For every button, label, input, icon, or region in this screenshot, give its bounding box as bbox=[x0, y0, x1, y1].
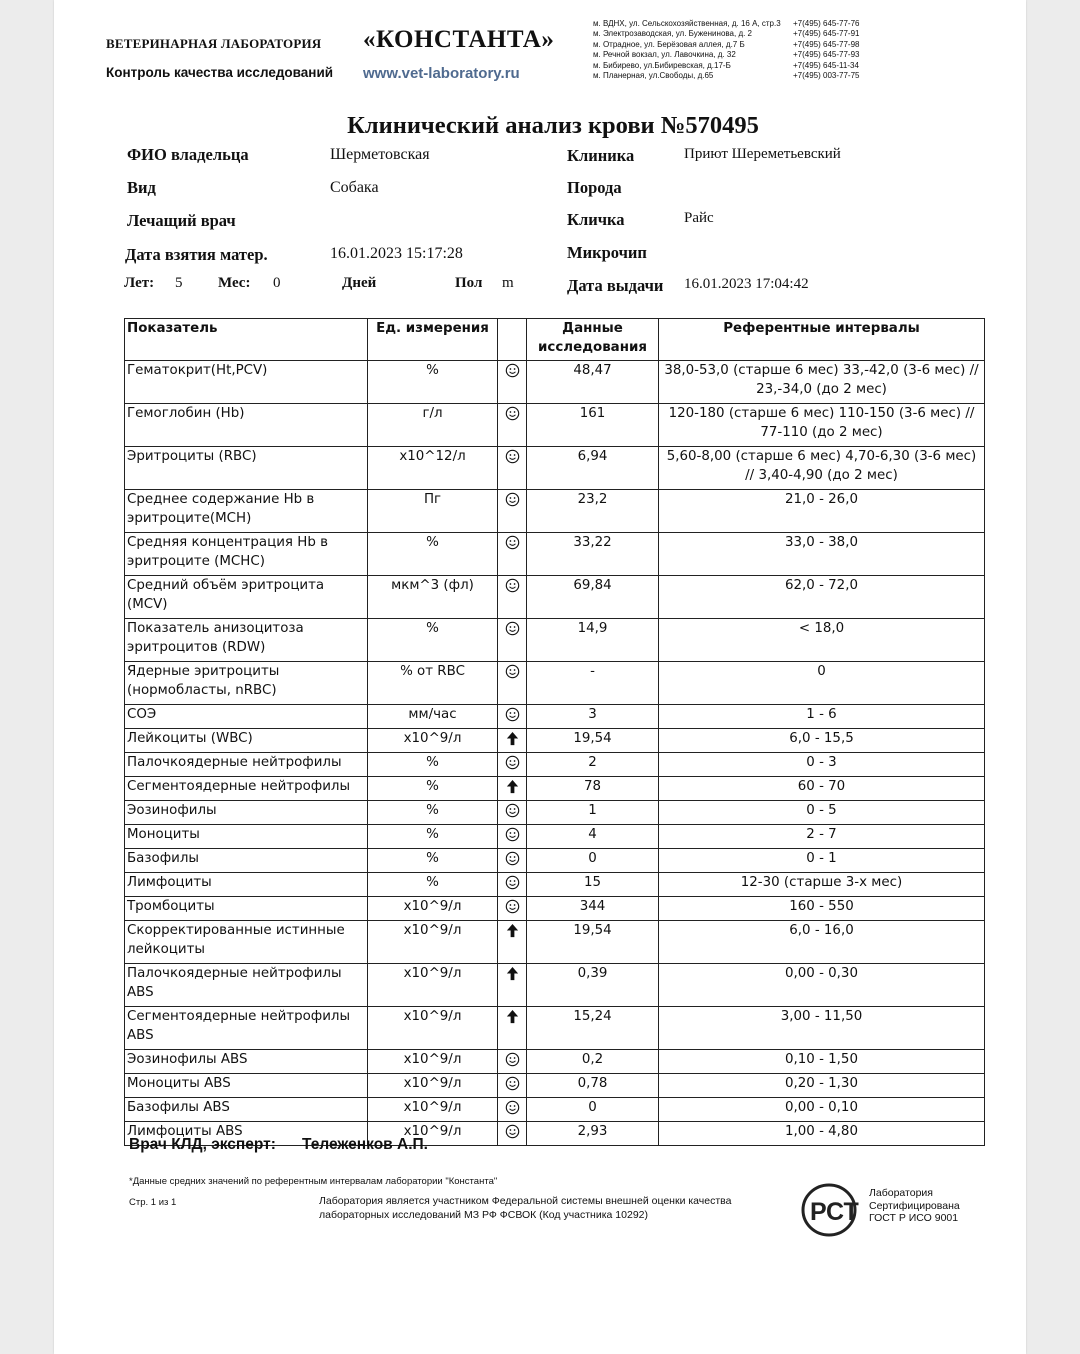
unit-cell: % от RBC bbox=[368, 662, 498, 705]
reference-cell: 120-180 (старше 6 мес) 110-150 (3-6 мес) // 77-110 (до 2 мес) bbox=[659, 404, 985, 447]
table-row bbox=[125, 964, 985, 1007]
flag-cell bbox=[498, 361, 527, 404]
unit-cell: мкм^3 (фл) bbox=[368, 576, 498, 619]
address-text: м. Отрадное, ул. Берёзовая аллея, д.7 Б bbox=[593, 39, 745, 49]
microchip-label: Микрочип bbox=[567, 243, 647, 262]
reference-cell: 0 - 1 bbox=[659, 849, 985, 873]
flag-cell bbox=[498, 1098, 527, 1122]
col-header-result: Данные исследования bbox=[527, 319, 659, 361]
address-row bbox=[593, 19, 873, 29]
result-cell: 14,9 bbox=[527, 619, 659, 662]
smiley-icon bbox=[505, 621, 520, 636]
footnote: *Данные средних значений по референтным интервалам лаборатории "Константа" bbox=[129, 1176, 498, 1187]
address-text: м. Планерная, ул.Свободы, д.65 bbox=[593, 71, 714, 81]
address-row bbox=[593, 61, 873, 71]
table-row bbox=[125, 404, 985, 447]
table-row bbox=[125, 1074, 985, 1098]
result-cell: 0,78 bbox=[527, 1074, 659, 1098]
result-cell: - bbox=[527, 662, 659, 705]
reference-cell: 0,00 - 0,10 bbox=[659, 1098, 985, 1122]
smiley-icon bbox=[505, 875, 520, 890]
unit-cell: x10^9/л bbox=[368, 1098, 498, 1122]
col-header-flag bbox=[498, 319, 527, 361]
reference-cell: 0,00 - 0,30 bbox=[659, 964, 985, 1007]
flag-cell bbox=[498, 849, 527, 873]
table-row bbox=[125, 921, 985, 964]
clinic-label: Клиника bbox=[567, 146, 635, 165]
species-label: Вид bbox=[127, 178, 156, 197]
result-cell: 0 bbox=[527, 849, 659, 873]
pet-name-label: Кличка bbox=[567, 210, 625, 229]
reference-cell: 5,60-8,00 (старше 6 мес) 4,70-6,30 (3-6 мес) // 3,40-4,90 (до 2 мес) bbox=[659, 447, 985, 490]
flag-cell bbox=[498, 490, 527, 533]
unit-cell: % bbox=[368, 753, 498, 777]
indicator-cell: Среднее содержание Hb в эритроците(MCH) bbox=[125, 490, 368, 533]
lab-name: ВЕТЕРИНАРНАЯ ЛАБОРАТОРИЯ bbox=[106, 36, 322, 51]
address-row bbox=[593, 50, 873, 60]
flag-cell bbox=[498, 533, 527, 576]
reference-cell: 0 bbox=[659, 662, 985, 705]
table-row bbox=[125, 801, 985, 825]
col-header-indicator: Показатель bbox=[125, 319, 368, 361]
unit-cell: % bbox=[368, 825, 498, 849]
result-cell: 4 bbox=[527, 825, 659, 849]
table-row bbox=[125, 873, 985, 897]
indicator-cell: Палочкоядерные нейтрофилы bbox=[125, 753, 368, 777]
reference-cell: 0 - 5 bbox=[659, 801, 985, 825]
result-cell: 15,24 bbox=[527, 1007, 659, 1050]
flag-cell bbox=[498, 662, 527, 705]
issue-date-label: Дата выдачи bbox=[567, 276, 664, 295]
unit-cell: x10^9/л bbox=[368, 964, 498, 1007]
reference-cell: 60 - 70 bbox=[659, 777, 985, 801]
col-header-reference: Референтные интервалы bbox=[659, 319, 985, 361]
certification-text bbox=[869, 1187, 960, 1225]
result-cell: 6,94 bbox=[527, 447, 659, 490]
result-cell: 0 bbox=[527, 1098, 659, 1122]
cert-line-3: ГОСТ Р ИСО 9001 bbox=[869, 1212, 959, 1224]
result-cell: 0,2 bbox=[527, 1050, 659, 1074]
age-months-value: 0 bbox=[273, 275, 281, 291]
table-row bbox=[125, 490, 985, 533]
arrow-up-icon bbox=[505, 731, 520, 746]
flag-cell bbox=[498, 825, 527, 849]
sex-value: m bbox=[502, 275, 514, 291]
indicator-cell: Базофилы ABS bbox=[125, 1098, 368, 1122]
address-phone: +7(495) 003-77-75 bbox=[793, 71, 860, 81]
address-phone: +7(495) 645-11-34 bbox=[793, 60, 859, 70]
result-cell: 161 bbox=[527, 404, 659, 447]
address-text: м. Бибирево, ул.Бибиревская, д.17-Б bbox=[593, 60, 731, 70]
lab-brand: «КОНСТАНТА» bbox=[363, 26, 555, 53]
flag-cell bbox=[498, 1007, 527, 1050]
unit-cell: % bbox=[368, 619, 498, 662]
indicator-cell: Лимфоциты bbox=[125, 873, 368, 897]
reference-cell: 1,00 - 4,80 bbox=[659, 1122, 985, 1146]
smiley-icon bbox=[505, 1052, 520, 1067]
unit-cell: мм/час bbox=[368, 705, 498, 729]
address-row bbox=[593, 71, 873, 81]
table-row bbox=[125, 1050, 985, 1074]
indicator-cell: Сегментоядерные нейтрофилы bbox=[125, 777, 368, 801]
reference-cell: 0 - 3 bbox=[659, 753, 985, 777]
doctor-label: Лечащий врач bbox=[127, 211, 236, 230]
address-phone: +7(495) 645-77-98 bbox=[793, 39, 860, 49]
flag-cell bbox=[498, 753, 527, 777]
results-table bbox=[124, 318, 985, 1146]
unit-cell: x10^12/л bbox=[368, 447, 498, 490]
flag-cell bbox=[498, 777, 527, 801]
result-cell: 23,2 bbox=[527, 490, 659, 533]
smiley-icon bbox=[505, 406, 520, 421]
table-row bbox=[125, 1098, 985, 1122]
cert-line-1: Лаборатория bbox=[869, 1187, 933, 1199]
indicator-cell: Показатель анизоцитоза эритроцитов (RDW) bbox=[125, 619, 368, 662]
expert-name: Тележенков А.П. bbox=[302, 1136, 428, 1153]
table-row bbox=[125, 533, 985, 576]
indicator-cell: Средняя концентрация Hb в эритроците (MCHC) bbox=[125, 533, 368, 576]
table-row bbox=[125, 662, 985, 705]
address-text: м. Электрозаводская, ул. Буженинова, д. 2 bbox=[593, 29, 753, 39]
smiley-icon bbox=[505, 449, 520, 464]
table-row bbox=[125, 576, 985, 619]
table-row bbox=[125, 729, 985, 753]
age-months-label: Мес: bbox=[218, 275, 251, 291]
indicator-cell: СОЭ bbox=[125, 705, 368, 729]
flag-cell bbox=[498, 729, 527, 753]
indicator-cell: Базофилы bbox=[125, 849, 368, 873]
result-cell: 78 bbox=[527, 777, 659, 801]
indicator-cell: Скорректированные истинные лейкоциты bbox=[125, 921, 368, 964]
address-text: м. ВДНХ, ул. Сельскохозяйственная, д. 16 А, стр.3 bbox=[593, 19, 781, 28]
flag-cell bbox=[498, 1122, 527, 1146]
reference-cell: < 18,0 bbox=[659, 619, 985, 662]
indicator-cell: Ядерные эритроциты (нормобласты, nRBC) bbox=[125, 662, 368, 705]
table-row bbox=[125, 447, 985, 490]
indicator-cell: Эозинофилы ABS bbox=[125, 1050, 368, 1074]
indicator-cell: Гемоглобин (Hb) bbox=[125, 404, 368, 447]
age-years-value: 5 bbox=[175, 275, 183, 291]
breed-label: Порода bbox=[567, 178, 622, 197]
unit-cell: x10^9/л bbox=[368, 729, 498, 753]
unit-cell: x10^9/л bbox=[368, 1007, 498, 1050]
age-years-label: Лет: bbox=[124, 275, 155, 291]
indicator-cell: Лимфоциты ABS bbox=[125, 1122, 368, 1146]
address-row bbox=[593, 40, 873, 50]
owner-label: ФИО владельца bbox=[127, 145, 249, 164]
flag-cell bbox=[498, 705, 527, 729]
arrow-up-icon bbox=[505, 923, 520, 938]
reference-cell: 2 - 7 bbox=[659, 825, 985, 849]
table-row bbox=[125, 361, 985, 404]
result-cell: 3 bbox=[527, 705, 659, 729]
reference-cell: 21,0 - 26,0 bbox=[659, 490, 985, 533]
lab-subtitle: Контроль качества исследований bbox=[106, 65, 334, 80]
indicator-cell: Моноциты ABS bbox=[125, 1074, 368, 1098]
result-cell: 48,47 bbox=[527, 361, 659, 404]
unit-cell: x10^9/л bbox=[368, 897, 498, 921]
expert-label: Врач КЛД, эксперт: bbox=[129, 1136, 276, 1153]
reference-cell: 62,0 - 72,0 bbox=[659, 576, 985, 619]
age-days-label: Дней bbox=[342, 275, 377, 291]
cert-line-2: Сертифицирована bbox=[869, 1199, 960, 1212]
flag-cell bbox=[498, 897, 527, 921]
smiley-icon bbox=[505, 363, 520, 378]
certification-logo-text: РСТ bbox=[810, 1198, 859, 1226]
address-list bbox=[593, 19, 873, 81]
unit-cell: x10^9/л bbox=[368, 921, 498, 964]
smiley-icon bbox=[505, 578, 520, 593]
flag-cell bbox=[498, 921, 527, 964]
reference-cell: 3,00 - 11,50 bbox=[659, 1007, 985, 1050]
pet-name-value: Райс bbox=[684, 210, 714, 226]
result-cell: 15 bbox=[527, 873, 659, 897]
unit-cell: x10^9/л bbox=[368, 1122, 498, 1146]
flag-cell bbox=[498, 1074, 527, 1098]
address-phone: +7(495) 645-77-91 bbox=[793, 29, 860, 39]
address-phone: +7(495) 645-77-93 bbox=[793, 50, 860, 60]
result-cell: 2 bbox=[527, 753, 659, 777]
reference-cell: 38,0-53,0 (старше 6 мес) 33,-42,0 (3-6 мес) // 23,-34,0 (до 2 мес) bbox=[659, 361, 985, 404]
indicator-cell: Гематокрит(Ht,PCV) bbox=[125, 361, 368, 404]
smiley-icon bbox=[505, 492, 520, 507]
smiley-icon bbox=[505, 535, 520, 550]
smiley-icon bbox=[505, 803, 520, 818]
flag-cell bbox=[498, 447, 527, 490]
sex-label: Пол bbox=[455, 275, 483, 291]
result-cell: 19,54 bbox=[527, 921, 659, 964]
arrow-up-icon bbox=[505, 779, 520, 794]
indicator-cell: Тромбоциты bbox=[125, 897, 368, 921]
address-phone: +7(495) 645-77-76 bbox=[793, 19, 860, 28]
flag-cell bbox=[498, 801, 527, 825]
result-cell: 0,39 bbox=[527, 964, 659, 1007]
smiley-icon bbox=[505, 1100, 520, 1115]
arrow-up-icon bbox=[505, 1009, 520, 1024]
unit-cell: % bbox=[368, 849, 498, 873]
smiley-icon bbox=[505, 827, 520, 842]
result-cell: 19,54 bbox=[527, 729, 659, 753]
indicator-cell: Моноциты bbox=[125, 825, 368, 849]
page-number: Стр. 1 из 1 bbox=[129, 1197, 177, 1208]
address-row bbox=[593, 29, 873, 39]
reference-cell: 33,0 - 38,0 bbox=[659, 533, 985, 576]
flag-cell bbox=[498, 576, 527, 619]
flag-cell bbox=[498, 619, 527, 662]
issue-date-value: 16.01.2023 17:04:42 bbox=[684, 276, 809, 292]
address-text: м. Речной вокзал, ул. Лавочкина, д. 32 bbox=[593, 50, 736, 60]
flag-cell bbox=[498, 404, 527, 447]
reference-cell: 0,10 - 1,50 bbox=[659, 1050, 985, 1074]
unit-cell: % bbox=[368, 533, 498, 576]
reference-cell: 1 - 6 bbox=[659, 705, 985, 729]
reference-cell: 160 - 550 bbox=[659, 897, 985, 921]
result-cell: 1 bbox=[527, 801, 659, 825]
flag-cell bbox=[498, 1050, 527, 1074]
indicator-cell: Средний объём эритроцита (MCV) bbox=[125, 576, 368, 619]
result-cell: 344 bbox=[527, 897, 659, 921]
indicator-cell: Эритроциты (RBC) bbox=[125, 447, 368, 490]
unit-cell: % bbox=[368, 361, 498, 404]
lab-website-link[interactable]: www.vet-laboratory.ru bbox=[363, 65, 520, 82]
clinic-value: Приют Шереметьевский bbox=[684, 146, 841, 162]
smiley-icon bbox=[505, 707, 520, 722]
table-row bbox=[125, 825, 985, 849]
flag-cell bbox=[498, 873, 527, 897]
smiley-icon bbox=[505, 1076, 520, 1091]
certification-logo-icon bbox=[800, 1182, 866, 1238]
table-row bbox=[125, 897, 985, 921]
result-cell: 2,93 bbox=[527, 1122, 659, 1146]
indicator-cell: Эозинофилы bbox=[125, 801, 368, 825]
unit-cell: г/л bbox=[368, 404, 498, 447]
unit-cell: x10^9/л bbox=[368, 1074, 498, 1098]
indicator-cell: Палочкоядерные нейтрофилы ABS bbox=[125, 964, 368, 1007]
reference-cell: 6,0 - 16,0 bbox=[659, 921, 985, 964]
smiley-icon bbox=[505, 851, 520, 866]
reference-cell: 0,20 - 1,30 bbox=[659, 1074, 985, 1098]
flag-cell bbox=[498, 964, 527, 1007]
smiley-icon bbox=[505, 664, 520, 679]
table-row bbox=[125, 619, 985, 662]
result-cell: 33,22 bbox=[527, 533, 659, 576]
smiley-icon bbox=[505, 899, 520, 914]
table-row bbox=[125, 1007, 985, 1050]
indicator-cell: Сегментоядерные нейтрофилы ABS bbox=[125, 1007, 368, 1050]
species-value: Собака bbox=[330, 179, 379, 196]
reference-cell: 12-30 (старше 3-х мес) bbox=[659, 873, 985, 897]
table-row bbox=[125, 753, 985, 777]
smiley-icon bbox=[505, 1124, 520, 1139]
arrow-up-icon bbox=[505, 966, 520, 981]
unit-cell: x10^9/л bbox=[368, 1050, 498, 1074]
unit-cell: % bbox=[368, 801, 498, 825]
unit-cell: % bbox=[368, 777, 498, 801]
unit-cell: % bbox=[368, 873, 498, 897]
reference-cell: 6,0 - 15,5 bbox=[659, 729, 985, 753]
table-row bbox=[125, 849, 985, 873]
table-row bbox=[125, 777, 985, 801]
page-title: Клинический анализ крови №570495 bbox=[347, 112, 759, 139]
sample-date-value: 16.01.2023 15:17:28 bbox=[330, 245, 463, 262]
participation-note: Лаборатория является участником Федеральной системы внешней оценки качества лабораторных исследований МЗ РФ ФСВОК (Код участника 10292) bbox=[319, 1195, 732, 1221]
table-row bbox=[125, 705, 985, 729]
col-header-unit: Ед. измерения bbox=[368, 319, 498, 361]
smiley-icon bbox=[505, 755, 520, 770]
owner-value: Шерметовская bbox=[330, 146, 430, 163]
result-cell: 69,84 bbox=[527, 576, 659, 619]
sample-date-label: Дата взятия матер. bbox=[125, 245, 268, 264]
unit-cell: Пг bbox=[368, 490, 498, 533]
indicator-cell: Лейкоциты (WBC) bbox=[125, 729, 368, 753]
